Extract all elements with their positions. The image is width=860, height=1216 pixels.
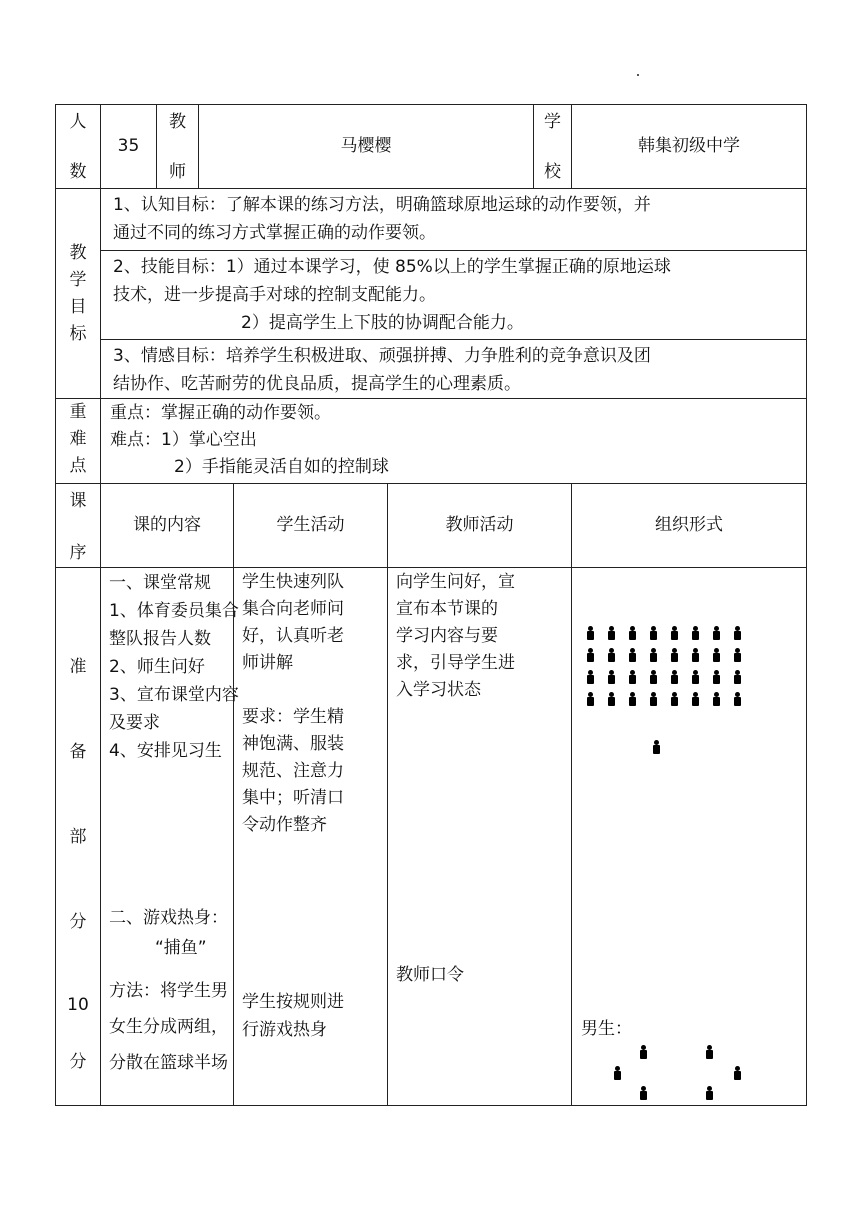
content-cell — [101, 568, 239, 1106]
objectives-label-char-2: 学 — [69, 269, 87, 290]
student-figure-icon — [671, 626, 678, 640]
student-requirements — [242, 704, 344, 839]
requirement-line: 要求：学生精 — [242, 707, 344, 727]
skill-line-1: 2、技能目标：1）通过本课学习，使 85%以上的学生掌握正确的原地运球 — [113, 257, 671, 277]
stray-mark — [637, 74, 639, 76]
teacher-line: 入学习状态 — [396, 680, 481, 700]
affective-line-1: 3、情感目标：培养学生积极进取、顽强拼搏、力争胜利的竞争意识及团 — [113, 346, 651, 366]
key-point-line-1: 重点：掌握正确的动作要领。 — [110, 403, 331, 423]
section-label-char-5: 10 — [67, 995, 89, 1015]
teacher-label-char-2: 师 — [169, 162, 186, 182]
section-label-char-2: 备 — [69, 742, 87, 762]
count-label-char-2: 数 — [69, 162, 87, 182]
objectives-label — [56, 189, 101, 399]
content-header: 课的内容 — [101, 484, 234, 568]
skill-line-2: 技术，进一步提高手对球的控制支配能力。 — [113, 285, 436, 305]
key-point-line-3: 2）手指能灵活自如的控制球 — [174, 457, 389, 477]
teacher-label-char-1: 教 — [169, 112, 186, 132]
male-group-label: 男生： — [581, 1019, 633, 1039]
student-figure-icon — [713, 648, 720, 662]
student-figure-icon — [640, 1086, 647, 1100]
student-activity-a — [242, 569, 344, 677]
student-line: 学生按规则进 — [242, 992, 344, 1012]
method-line: 女生分成两组， — [109, 1017, 228, 1037]
student-figure-icon — [706, 1086, 713, 1100]
student-line: 行游戏热身 — [242, 1020, 327, 1040]
teacher-activity-cell — [388, 568, 572, 1106]
cognitive-line-1: 1、认知目标：了解本课的练习方法，明确篮球原地运球的动作要领，并 — [113, 195, 651, 215]
student-figure-icon — [671, 670, 678, 684]
affective-line-2: 结协作、吃苦耐劳的优良品质，提高学生的心理素质。 — [113, 374, 521, 394]
student-figure-icon — [629, 670, 636, 684]
school-label-char-2: 校 — [544, 162, 562, 182]
teacher-name: 马樱樱 — [199, 105, 534, 189]
warmup-game-name: “捕鱼” — [155, 938, 207, 958]
student-figure-icon — [587, 692, 594, 706]
key-points-label — [56, 399, 101, 484]
student-figure-icon — [608, 626, 615, 640]
warmup-method — [109, 973, 228, 1081]
section-label-char-3: 部 — [69, 827, 87, 847]
student-count: 35 — [101, 105, 157, 189]
skill-line-3: 2）提高学生上下肢的协调配合能力。 — [241, 313, 524, 333]
teacher-line: 向学生问好，宣 — [396, 572, 515, 592]
student-figure-icon — [629, 692, 636, 706]
routine-item: 3、宣布课堂内容 — [109, 685, 239, 705]
student-line: 好，认真听老 — [242, 626, 344, 646]
sequence-label — [56, 484, 101, 568]
method-line: 方法：将学生男 — [109, 981, 228, 1001]
teacher-activity-a — [396, 569, 515, 704]
section-label — [56, 568, 101, 1106]
routine-item: 一、课堂常规 — [109, 573, 211, 593]
count-label-char-1: 人 — [69, 112, 87, 132]
key-points — [101, 399, 807, 484]
student-figure-icon — [608, 648, 615, 662]
student-figure-icon — [734, 670, 741, 684]
teacher-line: 学习内容与要 — [396, 626, 498, 646]
student-figure-icon — [640, 1045, 647, 1059]
routine-list — [109, 569, 239, 765]
routine-item: 1、体育委员集合 — [109, 601, 239, 621]
cognitive-line-2: 通过不同的练习方式掌握正确的动作要领。 — [113, 223, 436, 243]
student-line: 师讲解 — [242, 653, 293, 673]
key-points-label-char-3: 点 — [69, 456, 87, 476]
method-line: 分散在篮球半场 — [109, 1053, 228, 1073]
cognitive-objective — [101, 189, 807, 251]
student-figure-icon — [650, 670, 657, 684]
student-figure-icon — [614, 1066, 621, 1080]
section-label-char-4: 分 — [69, 912, 87, 932]
section-label-char-1: 准 — [69, 657, 87, 677]
student-figure-icon — [734, 648, 741, 662]
student-figure-icon — [692, 626, 699, 640]
student-activity-cell — [234, 568, 388, 1106]
student-figure-icon — [650, 692, 657, 706]
student-figure-icon — [713, 692, 720, 706]
student-figure-icon — [587, 626, 594, 640]
teacher-command: 教师口令 — [396, 965, 464, 985]
student-activity-header: 学生活动 — [234, 484, 388, 568]
student-figure-icon — [692, 670, 699, 684]
requirement-line: 集中；听清口 — [242, 788, 344, 808]
objectives-label-char-1: 教 — [69, 242, 87, 263]
student-figure-icon — [671, 692, 678, 706]
objectives-label-char-4: 标 — [69, 323, 87, 344]
student-figure-icon — [713, 670, 720, 684]
teacher-activity-header: 教师活动 — [388, 484, 572, 568]
organization-header: 组织形式 — [572, 484, 807, 568]
warmup-title: 二、游戏热身： — [109, 908, 228, 928]
student-line: 学生快速列队 — [242, 572, 344, 592]
requirement-line: 令动作整齐 — [242, 815, 327, 835]
school-label — [534, 105, 572, 189]
school-name: 韩集初级中学 — [572, 105, 807, 189]
requirement-line: 规范、注意力 — [242, 761, 344, 781]
teacher-line: 宣布本节课的 — [396, 599, 498, 619]
student-figure-icon — [650, 648, 657, 662]
student-figure-icon — [653, 740, 660, 754]
student-figure-icon — [692, 648, 699, 662]
lesson-plan-table — [55, 104, 807, 1106]
sequence-label-char-2: 序 — [69, 543, 87, 563]
student-figure-icon — [629, 626, 636, 640]
skill-objective — [101, 251, 807, 340]
school-label-char-1: 学 — [544, 112, 562, 132]
student-figure-icon — [734, 1066, 741, 1080]
count-label — [56, 105, 101, 189]
key-points-label-char-2: 难 — [69, 429, 87, 449]
key-points-label-char-1: 重 — [69, 402, 87, 422]
routine-item: 2、师生问好 — [109, 657, 205, 677]
student-figure-icon — [650, 626, 657, 640]
affective-objective — [101, 340, 807, 399]
student-line: 集合向老师问 — [242, 599, 344, 619]
student-figure-icon — [629, 648, 636, 662]
objectives-label-char-3: 目 — [69, 296, 87, 317]
routine-item: 整队报告人数 — [109, 629, 211, 649]
sequence-label-char-1: 课 — [69, 491, 87, 511]
key-point-line-2: 难点：1）掌心空出 — [110, 430, 257, 450]
student-figure-icon — [587, 670, 594, 684]
student-figure-icon — [692, 692, 699, 706]
student-figure-icon — [608, 670, 615, 684]
routine-item: 4、安排见习生 — [109, 741, 222, 761]
student-figure-icon — [671, 648, 678, 662]
student-figure-icon — [734, 626, 741, 640]
teacher-label — [157, 105, 199, 189]
section-label-char-6: 分 — [69, 1052, 87, 1072]
student-figure-icon — [587, 648, 594, 662]
requirement-line: 神饱满、服装 — [242, 734, 344, 754]
student-activity-c — [242, 988, 344, 1044]
student-figure-icon — [734, 692, 741, 706]
student-figure-icon — [713, 626, 720, 640]
routine-item: 及要求 — [109, 713, 160, 733]
teacher-line: 求，引导学生进 — [396, 653, 515, 673]
student-figure-icon — [706, 1045, 713, 1059]
student-figure-icon — [608, 692, 615, 706]
organization-cell — [572, 568, 807, 1106]
